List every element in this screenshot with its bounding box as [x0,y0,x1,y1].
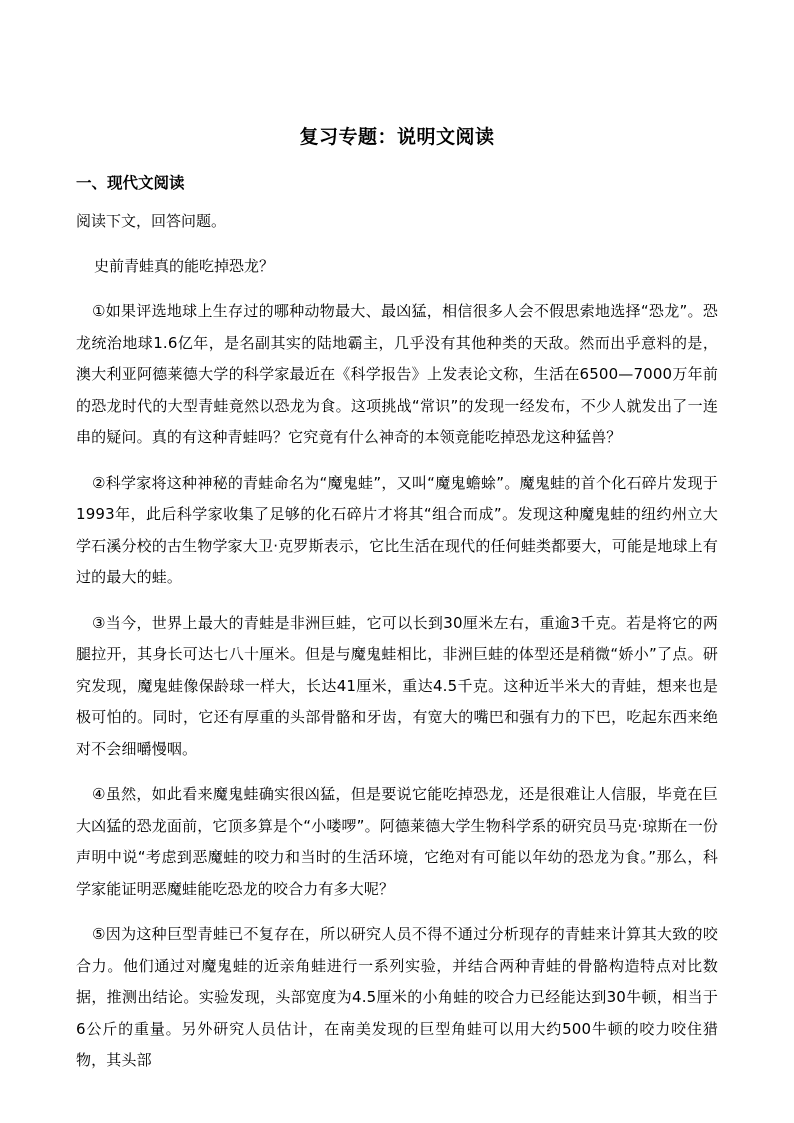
article-body [76,296,718,1091]
paragraph-4: ④虽然，如此看来魔鬼蛙确实很凶猛，但是要说它能吃掉恐龙，还是很难让人信服，毕竟在巨大凶猛的恐龙面前，它顶多算是个“小喽啰”。阿德莱德大学生物科学系的研究员马克·琼斯在一份声明中说“考虑到恶魔蛙的咬力和当时的生活环境，它绝对有可能以年幼的恐龙为食。”那么，科学家能证明恶魔蛙能吃恐龙的咬合力有多大呢？ [76,785,718,898]
paragraph-2: ②科学家将这种神秘的青蛙命名为“魔鬼蛙”，又叫“魔鬼蟾蜍”。魔鬼蛙的首个化石碎片发现于1993年，此后科学家收集了足够的化石碎片才将其“组合而成”。发现这种魔鬼蛙的纽约州立大学石溪分校的古生物学家大卫·克罗斯表示，它比生活在现代的任何蛙类都要大，可能是地球上有过的最大的蛙。 [76,473,718,586]
paragraph-3: ③当今，世界上最大的青蛙是非洲巨蛙，它可以长到30厘米左右，重逾3千克。若是将它的两腿拉开，其身长可达七八十厘米。但是与魔鬼蛙相比，非洲巨蛙的体型还是稍微“娇小”了点。研究发现，魔鬼蛙像保龄球一样大，长达41厘米，重达4.5千克。这种近半米大的青蛙，想来也是极可怕的。同时，它还有厚重的头部骨骼和牙齿，有宽大的嘴巴和强有力的下巴，吃起东西来绝对不会细嚼慢咽。 [76,613,718,758]
section-heading: 一、现代文阅读 [76,174,185,192]
reading-instruction: 阅读下文，回答问题。 [76,212,227,230]
document-title: 复习专题：说明文阅读 [299,126,495,148]
paragraph-1: ①如果评选地球上生存过的哪种动物最大、最凶猛，相信很多人会不假思索地选择“恐龙”。恐龙统治地球1.6亿年，是名副其实的陆地霸主，几乎没有其他种类的天敌。然而出乎意料的是，澳大利亚阿德莱德大学的科学家最近在《科学报告》上发表论文称，生活在6500—7000万年前的恐龙时代的大型青蛙竟然以恐龙为食。这项挑战“常识”的发现一经发布，不少人就发出了一连串的疑问。真的有这种青蛙吗？它究竟有什么神奇的本领竟能吃掉恐龙这种猛兽？ [76,302,718,446]
article-title: 史前青蛙真的能吃掉恐龙？ [94,257,275,275]
paragraph-5: ⑤因为这种巨型青蛙已不复存在，所以研究人员不得不通过分析现存的青蛙来计算其大致的咬合力。他们通过对魔鬼蛙的近亲角蛙进行一系列实验，并结合两种青蛙的骨骼构造特点对比数据，推测出结论。实验发现，头部宽度为4.5厘米的小角蛙的咬合力已经能达到30牛顿，相当于6公斤的重量。另外研究人员估计，在南美发现的巨型角蛙可以用大约500牛顿的咬力咬住猎物，其头部 [76,925,718,1069]
